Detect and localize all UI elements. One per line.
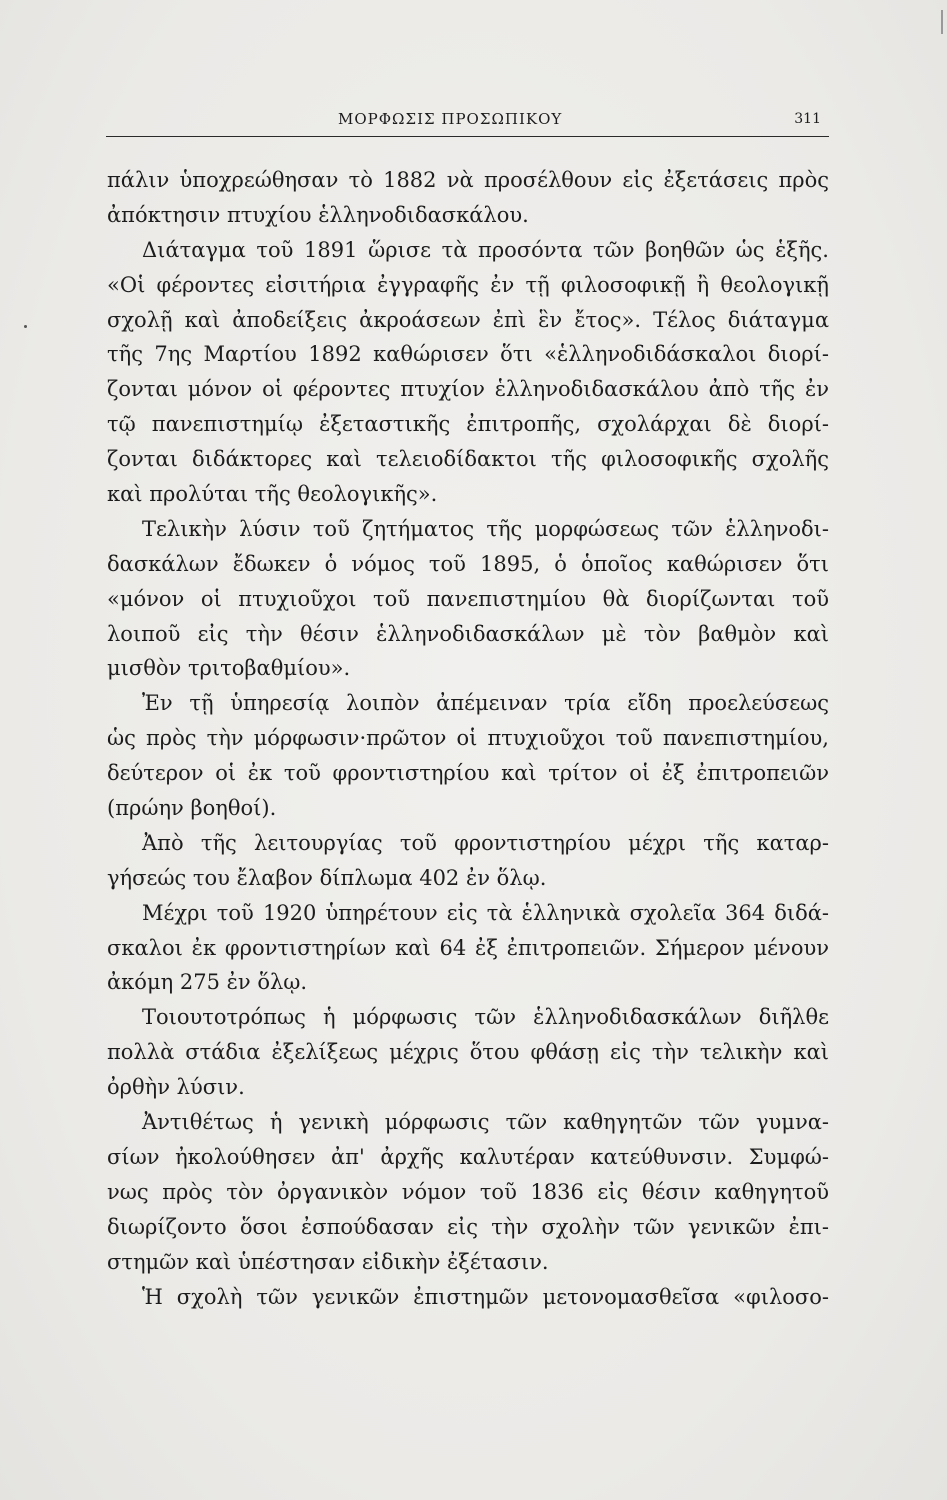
text-line: Ἀντιθέτως ἡ γενικὴ μόρφωσις τῶν καθηγητῶν τῶν γυμνα- (142, 1110, 829, 1135)
text-line: ὡς πρὸς τὴν μόρφωσιν·πρῶτον οἱ πτυχιοῦχοι τοῦ πανεπιστημίου, (107, 726, 829, 751)
text-line: Τελικὴν λύσιν τοῦ ζητήματος τῆς μορφώσεως τῶν ἑλληνοδι- (142, 516, 829, 541)
text-line: λοιποῦ εἰς τὴν θέσιν ἑλληνοδιδασκάλων μὲ τὸν βαθμὸν καὶ (107, 621, 829, 646)
text-line: Ἀπὸ τῆς λειτουργίας τοῦ φροντιστηρίου μέχρι τῆς καταρ- (142, 830, 829, 855)
body-text (107, 163, 829, 1314)
text-line: Μέχρι τοῦ 1920 ὑπηρέτουν εἰς τὰ ἑλληνικὰ σχολεῖα 364 διδά- (142, 900, 829, 925)
text-line: (πρώην βοηθοί). (107, 796, 277, 821)
text-line: διωρίζοντο ὅσοι ἐσπούδασαν εἰς τὴν σχολὴν τῶν γενικῶν ἐπι- (107, 1214, 829, 1239)
text-line: σκαλοι ἐκ φροντιστηρίων καὶ 64 ἐξ ἐπιτροπειῶν. Σήμερον μένουν (107, 935, 829, 960)
text-line: τῆς 7ης Μαρτίου 1892 καθώρισεν ὅτι «ἑλληνοδιδάσκαλοι διορί- (107, 342, 829, 367)
text-line: σίων ἠκολούθησεν ἀπ' ἀρχῆς καλυτέραν κατεύθυνσιν. Συμφώ- (107, 1144, 829, 1169)
text-line: τῷ πανεπιστημίῳ ἐξεταστικῆς ἐπιτροπῆς, σχολάρχαι δὲ διορί- (107, 412, 829, 437)
text-line: δασκάλων ἔδωκεν ὁ νόμος τοῦ 1895, ὁ ὁποῖος καθώρισεν ὅτι (107, 551, 829, 576)
text-line: ἀπόκτησιν πτυχίου ἑλληνοδιδασκάλου. (107, 202, 529, 227)
text-line: «Οἱ φέροντες εἰσιτήρια ἐγγραφῆς ἐν τῇ φιλοσοφικῇ ἢ θεολογικῇ (107, 272, 829, 297)
text-line: «μόνον οἱ πτυχιοῦχοι τοῦ πανεπιστημίου θὰ διορίζωνται τοῦ (107, 586, 829, 611)
text-line: δεύτερον οἱ ἐκ τοῦ φροντιστηρίου καὶ τρίτον οἱ ἐξ ἐπιτροπειῶν (107, 761, 829, 786)
page-header (106, 108, 829, 137)
text-line: γήσεώς του ἔλαβον δίπλωμα 402 ἐν ὅλῳ. (107, 865, 547, 890)
text-line: στημῶν καὶ ὑπέστησαν εἰδικὴν ἐξέτασιν. (107, 1249, 549, 1274)
text-line: ἀκόμη 275 ἐν ὅλῳ. (107, 970, 308, 995)
edge-shadow (941, 10, 943, 34)
text-line: Τοιουτοτρόπως ἡ μόρφωσις τῶν ἑλληνοδιδασκάλων διῆλθε (142, 1005, 829, 1030)
text-line: Ἐν τῇ ὑπηρεσίᾳ λοιπὸν ἀπέμειναν τρία εἴδη προελεύσεως (142, 691, 829, 716)
text-line: πολλὰ στάδια ἐξελίξεως μέχρις ὅτου φθάσῃ εἰς τὴν τελικὴν καὶ (107, 1040, 829, 1065)
text-line: καὶ προλύται τῆς θεολογικῆς». (107, 482, 438, 507)
text-line: ζονται διδάκτορες καὶ τελειοδίδακτοι τῆς φιλοσοφικῆς σχολῆς (107, 447, 829, 472)
text-line: σχολῇ καὶ ἀποδείξεις ἀκροάσεων ἐπὶ ἓν ἔτος». Τέλος διάταγμα (107, 307, 829, 332)
text-line: νως πρὸς τὸν ὀργανικὸν νόμον τοῦ 1836 εἰς θέσιν καθηγητοῦ (107, 1179, 829, 1204)
text-line: πάλιν ὑποχρεώθησαν τὸ 1882 νὰ προσέλθουν εἰς ἐξετάσεις πρὸς (107, 168, 829, 192)
page-number: 311 (794, 111, 821, 127)
margin-speck (24, 325, 27, 328)
text-line: Ἡ σχολὴ τῶν γενικῶν ἐπιστημῶν μετονομασθεῖσα «φιλοσο- (142, 1284, 829, 1309)
running-head: ΜΟΡΦΩΣΙΣ ΠΡΟΣΩΠΙΚΟΥ (338, 110, 563, 128)
text-line: Διάταγμα τοῦ 1891 ὥρισε τὰ προσόντα τῶν βοηθῶν ὡς ἑξῆς. (142, 237, 829, 262)
text-line: μισθὸν τριτοβαθμίου». (107, 656, 351, 681)
text-line: ὀρθὴν λύσιν. (107, 1075, 245, 1100)
text-line: ζονται μόνον οἱ φέροντες πτυχίον ἑλληνοδιδασκάλου ἀπὸ τῆς ἐν (107, 377, 829, 402)
